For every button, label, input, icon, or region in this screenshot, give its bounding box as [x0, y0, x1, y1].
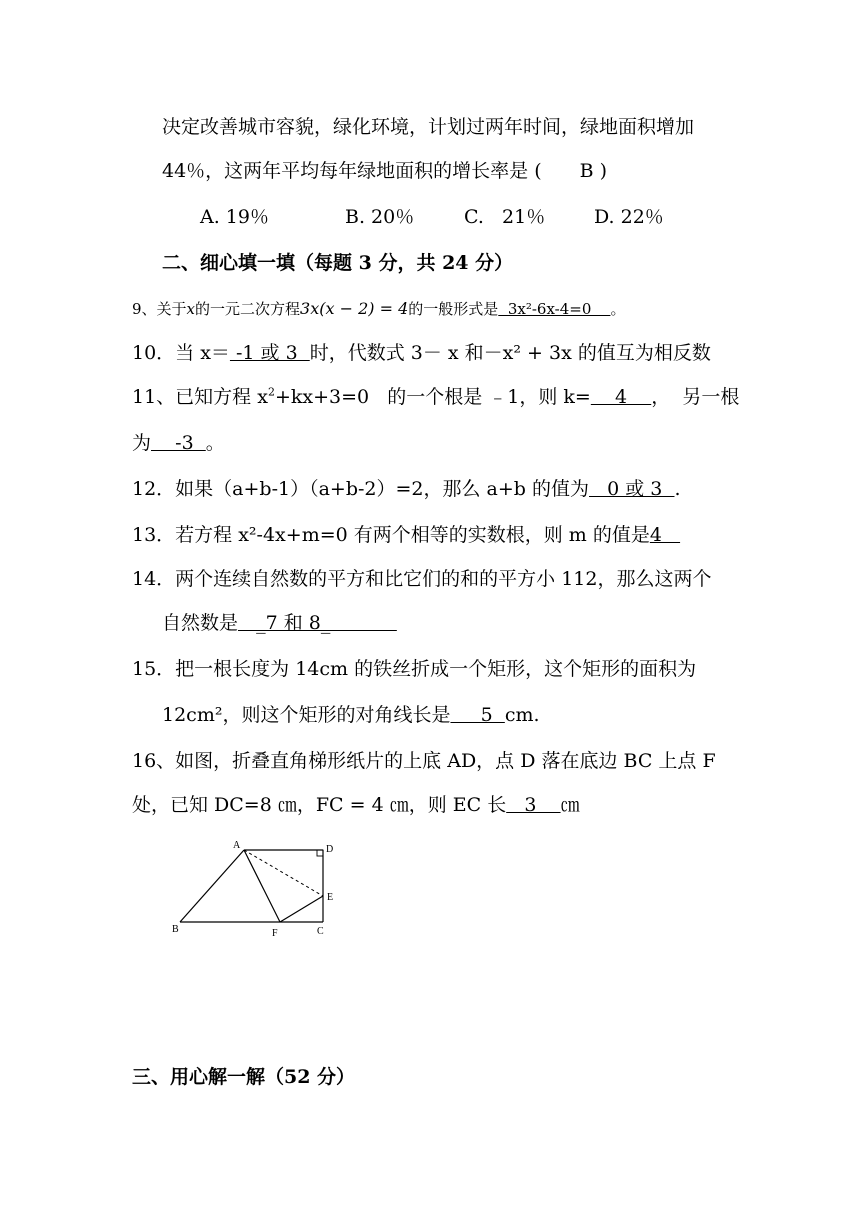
- q8-option-d: D. 22％: [594, 206, 664, 228]
- q11-mid: +kx+3=0 的一个根是 ﹣1，则 k=: [274, 386, 591, 408]
- q8-line2: [162, 158, 607, 184]
- q12: [132, 476, 681, 502]
- q8-line1: 决定改善城市容貌，绿化环境，计划过两年时间，绿地面积增加: [162, 116, 695, 138]
- q8-answer: B ): [579, 160, 608, 182]
- q15-line2-suffix: cm.: [504, 704, 540, 726]
- q11-answer: 4: [590, 386, 652, 408]
- q10-prefix: 10．当 x＝: [132, 342, 230, 364]
- q15-line2-prefix: 12cm²，则这个矩形的对角线长是: [162, 704, 451, 726]
- q8-option-b: B. 20％: [345, 206, 415, 228]
- label-b: B: [172, 924, 179, 935]
- q11-prefix: 11、已知方程 x: [132, 386, 268, 408]
- q8-option-a: A. 19％: [200, 206, 269, 228]
- q9: [132, 296, 625, 322]
- q13-prefix: 13．若方程 x²-4x+m=0 有两个相等的实数根，则 m 的值是: [132, 524, 650, 546]
- q11-line2: [132, 430, 225, 456]
- q9-mid: 的一元二次方程: [195, 300, 301, 318]
- q16-answer: 3: [506, 794, 561, 816]
- q11-line1: [132, 384, 739, 410]
- q10-suffix: 时，代数式 3－ x 和－x² + 3x 的值互为相反数: [309, 342, 711, 364]
- q13-answer: 4: [649, 524, 681, 546]
- label-c: C: [317, 926, 324, 937]
- q9-var: x: [186, 300, 196, 318]
- label-f: F: [272, 928, 278, 939]
- q15-line1: 15．把一根长度为 14cm 的铁丝折成一个矩形，这个矩形的面积为: [132, 658, 697, 680]
- q10: [132, 340, 711, 366]
- q14-line1: 14．两个连续自然数的平方和比它们的和的平方小 112，那么这两个: [132, 568, 712, 590]
- q15-line2: [162, 702, 540, 728]
- q8-line2-text: 44％，这两年平均每年绿地面积的增长率是 (: [162, 160, 542, 182]
- label-e: E: [327, 892, 334, 903]
- q11-line2-suffix: 。: [205, 432, 225, 454]
- section2-title: 二、细心填一填（每题 3 分，共 24 分）: [162, 252, 514, 274]
- q14-answer: _7 和 8_: [238, 612, 397, 634]
- q9-suffix1: 的一般形式是: [408, 300, 499, 318]
- section3-title: 三、用心解一解（52 分）: [132, 1066, 356, 1088]
- q14-line2-prefix: 自然数是: [162, 612, 239, 634]
- q11-sup: 2: [267, 385, 275, 399]
- q16-line2-suffix: ㎝: [560, 794, 580, 816]
- q16-line1: 16、如图，折叠直角梯形纸片的上底 AD，点 D 落在底边 BC 上点 F: [132, 750, 716, 772]
- right-angle-mark-d: [317, 850, 323, 856]
- edge-ab: [180, 850, 244, 922]
- q13: [132, 522, 680, 548]
- trapezoid-figure: [160, 836, 360, 946]
- q9-prefix: 9、关于: [132, 300, 187, 318]
- q15-answer: 5: [450, 704, 505, 726]
- q11-line2-prefix: 为: [132, 432, 152, 454]
- q12-answer: 0 或 3: [589, 478, 675, 500]
- q9-answer: 3x²-6x-4=0: [498, 300, 611, 318]
- q16-line2-prefix: 处，已知 DC=8 ㎝，FC = 4 ㎝，则 EC 长: [132, 794, 507, 816]
- label-a: A: [233, 840, 241, 851]
- q12-suffix: .: [674, 478, 681, 500]
- q8-option-c: C. 21％: [464, 206, 546, 228]
- fold-fe: [280, 896, 323, 922]
- q11-suffix: ， 另一根: [651, 386, 740, 408]
- q12-prefix: 12．如果（a+b-1）（a+b-2）=2，那么 a+b 的值为: [132, 478, 590, 500]
- q16-line2: [132, 792, 580, 818]
- q10-answer: -1 或 3: [229, 342, 310, 364]
- q9-equation: 3x(x − 2) = 4: [300, 299, 409, 318]
- label-d: D: [326, 844, 334, 855]
- q9-suffix2: 。: [610, 300, 626, 318]
- q14-line2: [162, 610, 397, 636]
- q11-answer2: -3: [151, 432, 206, 454]
